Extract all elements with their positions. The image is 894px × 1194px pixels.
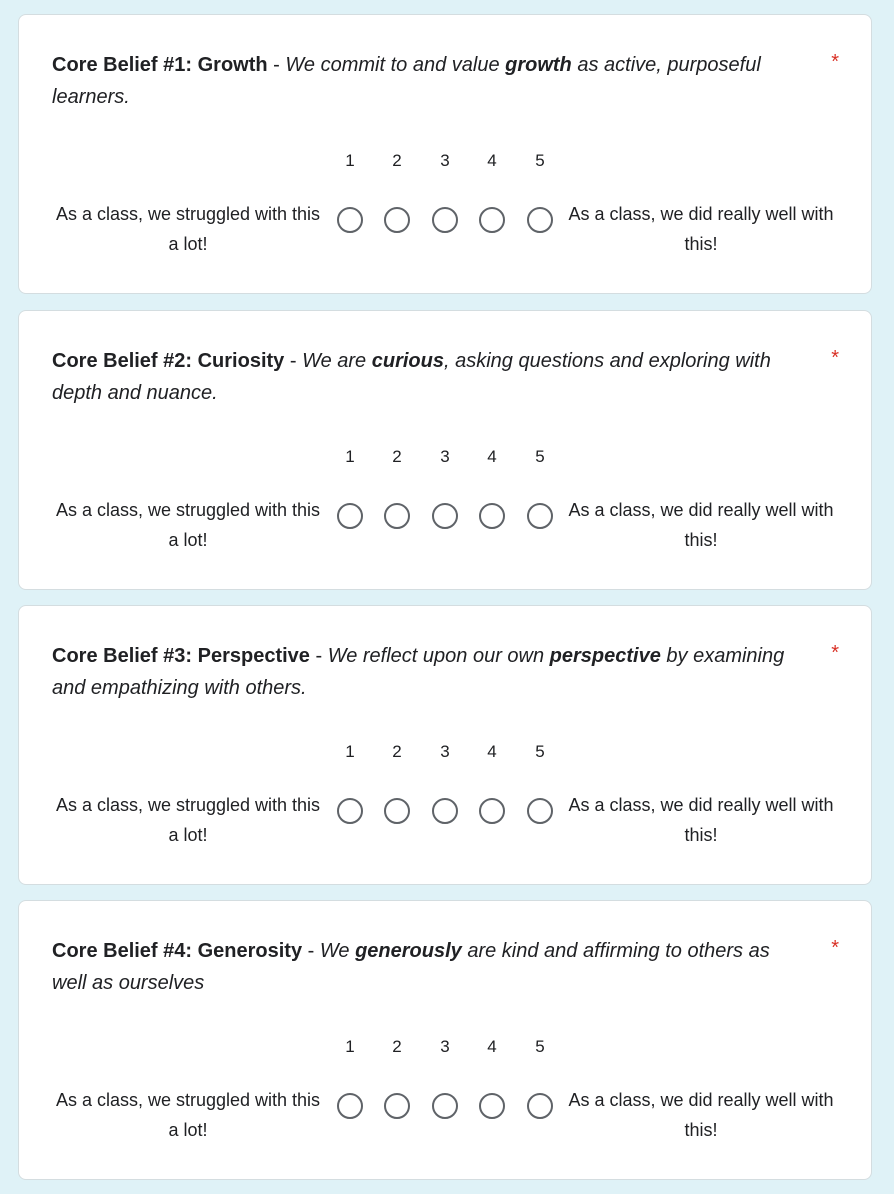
radio-option-3[interactable] bbox=[432, 798, 458, 824]
radio-option-2[interactable] bbox=[384, 1093, 410, 1119]
scale-high-label: As a class, we did really well with this! bbox=[568, 500, 834, 550]
scale-high-label: As a class, we did really well with this! bbox=[568, 204, 834, 254]
question-text bbox=[52, 640, 792, 704]
radio-option-3[interactable] bbox=[432, 207, 458, 233]
description-emphasis: perspective bbox=[549, 645, 661, 667]
question-card-3 bbox=[18, 605, 872, 885]
scale-number-4: 4 bbox=[487, 1037, 497, 1056]
question-card-4 bbox=[18, 900, 872, 1180]
scale-numbers bbox=[19, 445, 871, 469]
description-part: , asking questions and exploring with depth and nuance. bbox=[52, 350, 771, 404]
scale-number-4: 4 bbox=[487, 447, 497, 466]
scale-number-1: 1 bbox=[345, 1037, 355, 1056]
scale-number-2: 2 bbox=[392, 447, 402, 466]
radio-option-2[interactable] bbox=[384, 503, 410, 529]
scale-number-4: 4 bbox=[487, 151, 497, 170]
description-part: We are bbox=[302, 350, 372, 372]
scale-number-5: 5 bbox=[535, 447, 545, 466]
question-text bbox=[52, 49, 792, 113]
radio-option-4[interactable] bbox=[479, 207, 505, 233]
radio-option-2[interactable] bbox=[384, 207, 410, 233]
radio-option-4[interactable] bbox=[479, 798, 505, 824]
title-separator: - bbox=[267, 54, 286, 76]
required-asterisk: * bbox=[831, 51, 839, 73]
scale-number-4: 4 bbox=[487, 742, 497, 761]
question-title: Core Belief #3: Perspective bbox=[52, 645, 310, 667]
scale-low-label: As a class, we struggled with this a lot! bbox=[55, 1090, 321, 1140]
question-title: Core Belief #2: Curiosity bbox=[52, 350, 285, 372]
title-separator: - bbox=[302, 940, 320, 962]
question-text bbox=[52, 935, 792, 999]
scale-numbers bbox=[19, 149, 871, 173]
radio-option-5[interactable] bbox=[527, 1093, 553, 1119]
radio-option-1[interactable] bbox=[337, 503, 363, 529]
scale-number-5: 5 bbox=[535, 742, 545, 761]
description-emphasis: growth bbox=[505, 54, 572, 76]
title-separator: - bbox=[309, 645, 328, 667]
scale-number-2: 2 bbox=[392, 151, 402, 170]
radio-option-1[interactable] bbox=[337, 207, 363, 233]
question-title: Core Belief #1: Growth bbox=[52, 54, 268, 76]
scale-number-2: 2 bbox=[392, 742, 402, 761]
required-asterisk: * bbox=[831, 642, 839, 664]
radio-option-5[interactable] bbox=[527, 503, 553, 529]
radio-option-4[interactable] bbox=[479, 503, 505, 529]
description-part: We commit to and value bbox=[285, 54, 506, 76]
radio-option-5[interactable] bbox=[527, 798, 553, 824]
scale-high-label: As a class, we did really well with this! bbox=[568, 795, 834, 845]
scale-number-1: 1 bbox=[345, 742, 355, 761]
radio-option-3[interactable] bbox=[432, 503, 458, 529]
scale-low-label: As a class, we struggled with this a lot! bbox=[55, 204, 321, 254]
scale-number-3: 3 bbox=[440, 447, 450, 466]
question-title: Core Belief #4: Generosity bbox=[52, 940, 303, 962]
description-part: are kind and affirming to others as well as ourselves bbox=[52, 940, 770, 994]
description-emphasis: curious bbox=[371, 350, 444, 372]
scale-number-3: 3 bbox=[440, 151, 450, 170]
scale-number-1: 1 bbox=[345, 447, 355, 466]
scale-high-label: As a class, we did really well with this! bbox=[568, 1090, 834, 1140]
radio-option-3[interactable] bbox=[432, 1093, 458, 1119]
description-part: as active, purposeful learners. bbox=[52, 54, 761, 108]
scale-number-3: 3 bbox=[440, 742, 450, 761]
radio-option-4[interactable] bbox=[479, 1093, 505, 1119]
scale-number-3: 3 bbox=[440, 1037, 450, 1056]
radio-option-5[interactable] bbox=[527, 207, 553, 233]
scale-number-1: 1 bbox=[345, 151, 355, 170]
scale-numbers bbox=[19, 740, 871, 764]
scale-numbers bbox=[19, 1035, 871, 1059]
required-asterisk: * bbox=[831, 347, 839, 369]
title-separator: - bbox=[284, 350, 303, 372]
question-text bbox=[52, 345, 792, 409]
question-card-1 bbox=[18, 14, 872, 294]
scale-low-label: As a class, we struggled with this a lot! bbox=[55, 795, 321, 845]
scale-number-2: 2 bbox=[392, 1037, 402, 1056]
scale-number-5: 5 bbox=[535, 1037, 545, 1056]
description-part: We bbox=[319, 940, 356, 962]
question-card-2 bbox=[18, 310, 872, 590]
scale-number-5: 5 bbox=[535, 151, 545, 170]
required-asterisk: * bbox=[831, 937, 839, 959]
description-part: by examining and empathizing with others. bbox=[52, 645, 785, 699]
radio-option-2[interactable] bbox=[384, 798, 410, 824]
description-emphasis: generously bbox=[355, 940, 462, 962]
scale-low-label: As a class, we struggled with this a lot! bbox=[55, 500, 321, 550]
radio-option-1[interactable] bbox=[337, 1093, 363, 1119]
description-part: We reflect upon our own bbox=[327, 645, 550, 667]
radio-option-1[interactable] bbox=[337, 798, 363, 824]
